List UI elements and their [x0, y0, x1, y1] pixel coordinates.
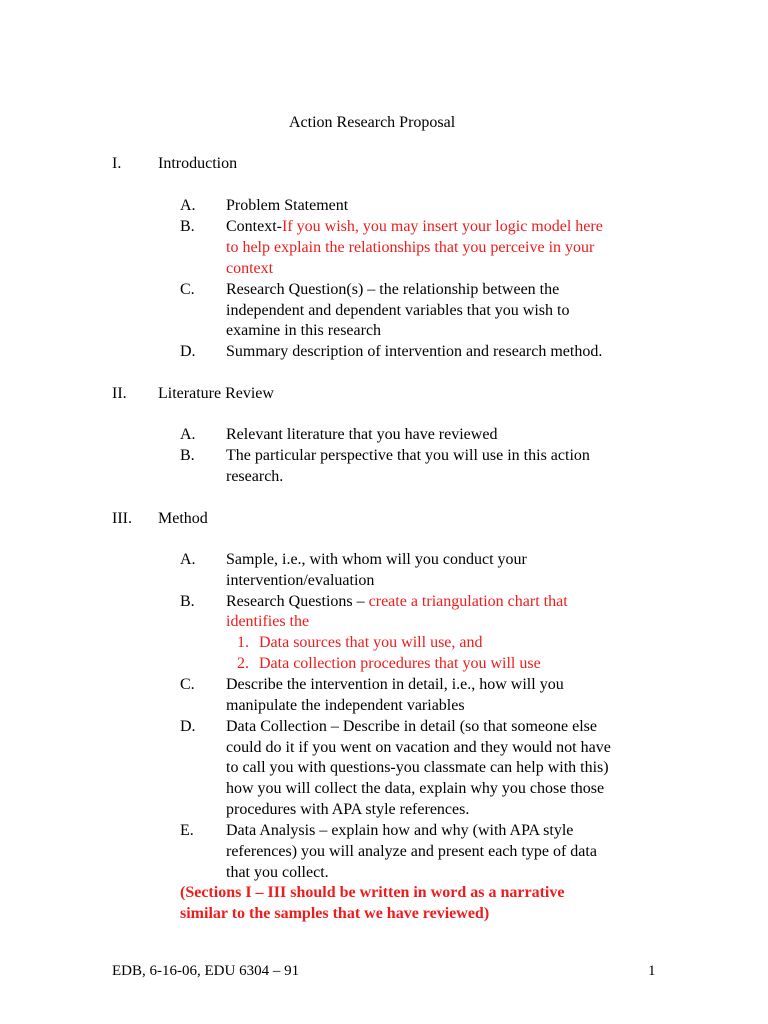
item-highlight: If you wish, you may insert your logic model here [282, 218, 603, 235]
item-text: Describe the intervention in detail, i.e., how will you [226, 676, 564, 693]
page-title: Action Research Proposal [289, 114, 456, 131]
item-letter: B. [180, 593, 195, 610]
item-lead: Context- [226, 218, 282, 235]
section-numeral: I. [112, 155, 122, 172]
item-letter: A. [180, 551, 196, 568]
item-text: Sample, i.e., with whom will you conduct your [226, 551, 527, 568]
item-text: The particular perspective that you will use in this action [226, 447, 590, 464]
item-letter: E. [180, 822, 194, 839]
item-text: intervention/evaluation [226, 572, 375, 589]
item-text: references) you will analyze and present each type of data [226, 843, 597, 860]
sections-note: (Sections I – III should be written in word as a narrative [180, 884, 565, 901]
item-letter: B. [180, 218, 195, 235]
section-heading-method: Method [158, 510, 208, 527]
item-highlight: context [226, 260, 274, 277]
subitem-number: 2. [237, 655, 249, 672]
item-letter: C. [180, 281, 195, 298]
item-letter: C. [180, 676, 195, 693]
item-letter: D. [180, 718, 196, 735]
item-text: Problem Statement [226, 197, 349, 214]
item-text: how you will collect the data, explain why you chose those [226, 780, 605, 797]
item-highlight: identifies the [226, 613, 310, 630]
item-text: procedures with APA style references. [226, 801, 470, 818]
item-text: manipulate the independent variables [226, 697, 465, 714]
item-text: could do it if you went on vacation and they would not have [226, 739, 611, 756]
section-numeral: II. [112, 385, 127, 402]
item-text: to call you with questions-you classmate can help with this) [226, 759, 609, 776]
item-text: Summary description of intervention and research method. [226, 343, 603, 360]
sections-note: similar to the samples that we have reviewed) [180, 905, 490, 922]
item-highlight: to help explain the relationships that you perceive in your [226, 239, 595, 256]
item-text [226, 591, 568, 612]
item-letter: D. [180, 343, 196, 360]
subitem-text: Data collection procedures that you will use [259, 655, 541, 672]
item-text: that you collect. [226, 864, 329, 881]
footer-text: EDB, 6-16-06, EDU 6304 – 91 [112, 963, 300, 979]
item-lead: Research Questions – [226, 593, 369, 610]
subitem-text: Data sources that you will use, and [259, 634, 483, 651]
item-letter: A. [180, 426, 196, 443]
item-text: examine in this research [226, 322, 382, 339]
item-text: Data Analysis – explain how and why (with APA style [226, 822, 574, 839]
section-heading-introduction: Introduction [158, 155, 238, 172]
subitem-number: 1. [237, 634, 249, 651]
item-text [226, 216, 603, 237]
section-heading-literature-review: Literature Review [158, 385, 274, 402]
item-text: Research Question(s) – the relationship between the [226, 281, 560, 298]
item-text: Data Collection – Describe in detail (so that someone else [226, 718, 597, 735]
item-letter: B. [180, 447, 195, 464]
item-text: Relevant literature that you have reviewed [226, 426, 498, 443]
page-number: 1 [648, 963, 656, 979]
item-highlight: create a triangulation chart that [368, 593, 568, 610]
item-letter: A. [180, 197, 196, 214]
section-numeral: III. [112, 510, 132, 527]
item-text: independent and dependent variables that you wish to [226, 302, 570, 319]
item-text: research. [226, 468, 284, 485]
